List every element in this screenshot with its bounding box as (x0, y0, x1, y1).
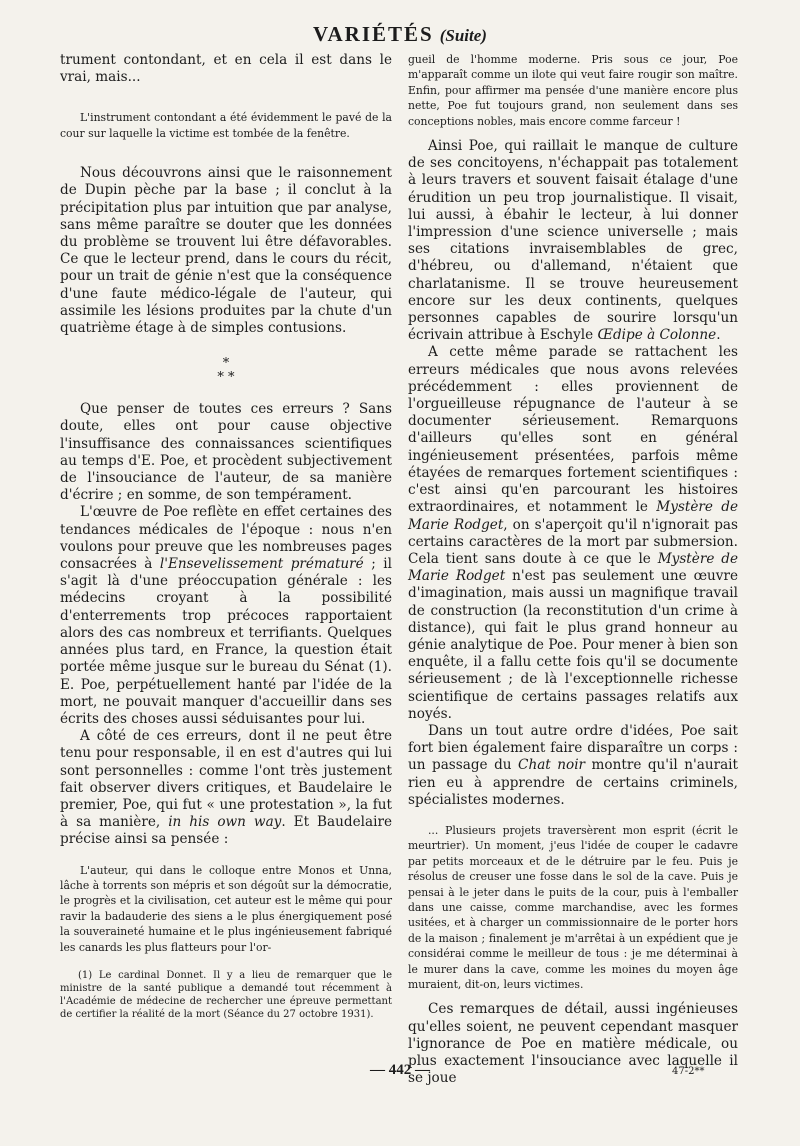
paragraph: L'œuvre de Poe reflète en effet certaines des tendances médicales de l'époque : nous n'en voulons pour preuve que les nombreuses pages consacrées à l'Ensevelissement prématuré ; il s'agit là d'une préoccupation générale : les médecins croyant à la possibilité d'enterrements trop précoces rapportaient alors des cas nombreux et terrifiants. Quelques années plus tard, en France, la question était portée même jusque sur le bureau du Sénat (1). E. Poe, perpétuellement hanté par l'idée de la mort, ne pouvait manquer d'accueillir dans ses écrits des choses aussi séduisantes pour lui. (60, 504, 392, 727)
section-separator (60, 357, 392, 385)
printer-signature: 47-2** (672, 1066, 705, 1077)
paragraph: Nous découvrons ainsi que le raisonnement de Dupin pèche par la base ; il conclut à la précipitation plus par intuition que par analyse, sans même paraître se douter que les données du problème se trouvent lui être défavorables. Ce que le lecteur prend, dans le cours du récit, pour un trait de génie n'est que la conséquence d'une faute médico-légale de l'auteur, qui assimile les lésions produites par la chute d'un quatrième étage à de simples contusions. (60, 165, 392, 337)
section-subtitle: (Suite) (439, 26, 487, 45)
paragraph: Dans un tout autre ordre d'idées, Poe sait fort bien également faire disparaître un corps : un passage du Chat noir montre qu'il n'aurait rien eu à apprendre de certains criminels, spécialistes modernes. (408, 722, 738, 808)
italic-title: l'Ensevelissement prématuré (159, 556, 364, 573)
page-number: — 442 — (370, 1062, 430, 1078)
paragraph: Ainsi Poe, qui raillait le manque de culture de ses concitoyens, n'échappait pas totalement à leurs travers et souvent faisait étalage d'une érudition un peu trop journalistique. Il visait, lui aussi, à ébahir le lecteur, à lui donner l'impression d'une science universelle ; mais ses citations invraisemblables de grec, d'hébreu, ou d'allemand, n'étaient que charlatanisme. Il se trouve heureusement encore sur les deux continents, quelques personnes capables de sourire lorsqu'un écrivain attribue à Eschyle Œdipe à Colonne. (408, 138, 738, 344)
italic-title: Chat noir (518, 757, 586, 774)
separator-star-bottom: * * (217, 370, 235, 386)
block-quote: gueil de l'homme moderne. Pris sous ce jour, Poe m'apparaît comme un ilote qui veut faire rougir son maître. Enfin, pour affirmer ma pensée d'une manière encore plus nette, Poe fut toujours grand, non seulement dans ses conceptions nobles, mais encore comme farceur ! (408, 53, 738, 128)
italic-phrase: in his own way (168, 814, 282, 831)
block-quote: L'auteur, qui dans le colloque entre Monos et Unna, lâche à torrents son mépris et son dégoût sur la démocratie, le progrès et la civilisation, cet auteur est le même qui pour ravir la badauderie des siens a le plus énergiquement posé la souveraineté humaine et le plus ingénieusement fabriqué les canards les plus flatteurs pour l'or- (60, 863, 392, 954)
separator-star-top: * (222, 356, 230, 372)
page-header (0, 22, 800, 47)
left-column (60, 52, 392, 1021)
paragraph: Ces remarques de détail, aussi ingénieuses qu'elles soient, ne peuvent cependant masquer l'ignorance de Poe en matière médicale, ou plus exactement l'insouciance avec laquelle il se joue (408, 1001, 738, 1087)
footnote: (1) Le cardinal Donnet. Il y a lieu de remarquer que le ministre de la santé publique a demandé tout récemment à l'Académie de médecine de rechercher une épreuve permettant de certifier la réalité de la mort (Séance du 27 octobre 1931). (60, 969, 392, 1020)
italic-title: Œdipe à Colonne (597, 327, 717, 344)
block-quote: L'instrument contondant a été évidemment le pavé de la cour sur laquelle la victime est tombée de la fenêtre. (60, 111, 392, 140)
italic-title: Mystère de Marie Rodget (408, 499, 738, 533)
paragraph: A cette même parade se rattachent les erreurs médicales que nous avons relevées précédemment : elles proviennent de l'orgueilleuse répugnance de l'auteur à se documenter sérieusement. Remarquons d'ailleurs qu'elles sont en général ingénieusement présentées, parfois même étayées de remarques fortement scientifiques : c'est ainsi qu'en parcourant les histoires extraordinaires, et notamment le Mystère de Marie Rodget, on s'aperçoit qu'il n'ignorait pas certains caractères de la mort par submersion. Cela tient sans doute à ce que le Mystère de Marie Rodget n'est pas seulement une œuvre d'imagination, mais aussi un magnifique travail de construction (la reconstitution d'un crime à distance), qui fait le plus grand honneur au génie analytique de Poe. Pour mener à bien son enquête, il a fallu cette fois qu'il se documente sérieusement ; de là l'exceptionnelle richesse scientifique de certains passages relatifs aux noyés. (408, 344, 738, 722)
section-title: VARIÉTÉS (313, 22, 434, 46)
right-column (408, 52, 738, 1087)
paragraph: Que penser de toutes ces erreurs ? Sans doute, elles ont pour cause objective l'insuffisance des connaissances scientifiques au temps d'E. Poe, et procèdent subjectivement de l'insouciance de l'auteur, de sa manière d'écrire ; en somme, de son tempérament. (60, 401, 392, 504)
italic-title: Mystère de Marie Rodget (408, 550, 738, 585)
paragraph: trument contondant, et en cela il est dans le vrai, mais... (60, 52, 392, 86)
block-quote: ... Plusieurs projets traversèrent mon esprit (écrit le meurtrier). Un moment, j'eus l'idée de couper le cadavre par petits morceaux et de le détruire par le feu. Puis je résolus de creuser une fosse dans le sol de la cave. Puis je pensai à le jeter dans le puits de la cour, puis à l'emballer dans une caisse, comme marchandise, avec les formes usitées, et à charger un commissionnaire de le porter hors de la maison ; finalement je m'arrêtai à un expédient que je considérai comme le meilleur de tous : je me déterminai à le murer dans la cave, comme les moines du moyen âge muraient, dit-on, leurs victimes. (408, 823, 738, 992)
paragraph: A côté de ces erreurs, dont il ne peut être tenu pour responsable, il en est d'autres qui lui sont personnelles : comme l'ont très justement fait observer divers critiques, et Baudelaire le premier, Poe, qui fut « une protestation », la fut à sa manière, in his own way. Et Baudelaire précise ainsi sa pensée : (60, 728, 392, 848)
